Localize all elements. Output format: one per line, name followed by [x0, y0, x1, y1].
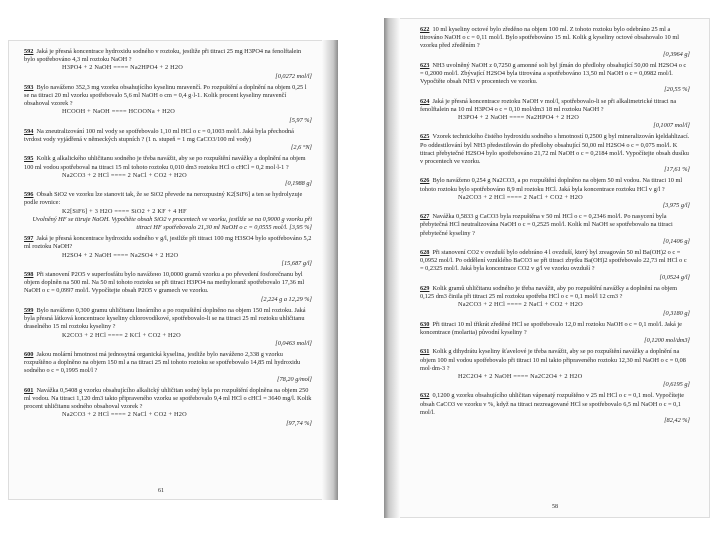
- problem: [24, 351, 312, 384]
- answer: [0,3180 g]: [663, 309, 690, 317]
- problem-text: NH3 uvolněný NaOH z 0,7250 g amonné soli byl jímán do předlohy obsahující 50,00 ml H2SO4 o c = 0,2000 mol/l. Zbývající H2SO4 byla titrována a spotřebováno 13,50 ml NaOH o c = 0,0982 mol/l. Vypočtěte obsah NH3 v procentech ve vzorku.: [420, 61, 687, 86]
- answer: Uvolněný HF se titruje NaOH. Vypočtěte obsah SiO2 v procentech ve vzorku, jestliže se na 0,9000 g vzorku při titraci HF spotřebovalo 21,30 ml NaOH o c = 0,0555 mol/l. [3,95 %]: [32, 215, 312, 232]
- answer: [2,224 g a 12,29 %]: [260, 295, 312, 303]
- problem-number: 594: [24, 127, 34, 135]
- problem-text: Při stanovení P2O5 v superfosfátu bylo navážено 10,0000 gramů vzorku a po převedení fosforečnanu byl objem doplněn na 500 ml. Na 50 ml tohoto roztoku se při titraci H3PO4 na methyloranž spotřebovalo 17,36 ml NaOH o c = 0,0997 mol/l. Vypočítejte obsah P2O5 v gramech ve vzorku.: [24, 271, 305, 295]
- answer: [0,1007 mol/l]: [653, 122, 690, 130]
- problem: [420, 321, 690, 346]
- problem-text: Kolik g alkalického uhličitanu sodného je třeba navážit, aby se po rozpuštění navážky a doplnění na objem 100 ml vodou spotřeboval na titraci 15 ml tohoto roztoku 0,010 dm3 roztoku HCl o cHCl = 0,2 mol·l-1 ?: [24, 155, 306, 171]
- problem-number: 630: [420, 320, 430, 328]
- problem: [24, 235, 312, 268]
- problem-number: 601: [24, 386, 34, 394]
- problem-text: Navážka 0,5408 g vzorku obsahujícího alkalický uhličitan sodný byla po rozpuštění doplněna na objem 250 ml vodou. Na titraci 1,120 dm3 takto připraveného vzorku se spotřebovalo 9,4 ml HCl o cHCl = 3640 mg/l. Kolik procent uhličitanu sodného obsahoval vzorek ?: [24, 386, 312, 411]
- problem-number: 624: [420, 97, 430, 105]
- problem: [420, 213, 690, 246]
- problem-text: Kolik gramů uhličitanu sodného je třeba navážit, aby po rozpuštění navážky a doplnění na objem 0,125 dm3 činila při titraci 25 ml roztoku spotřeba HCl o c = 0,1 mol/l 12 cm3 ?: [420, 284, 678, 301]
- problem: [24, 128, 312, 153]
- problem: [24, 84, 312, 125]
- problem: [24, 48, 312, 81]
- problem: [420, 348, 690, 389]
- problem-text: Při titraci 10 ml třikrát zředěné HCl se spotřebovalo 12,0 ml roztoku NaOH o c = 0,1 mol/l. Jaká je koncentrace (molarita) původní kyseliny ?: [420, 320, 682, 336]
- answer: [0,1200 mol/dm3]: [644, 337, 690, 345]
- problem-number: 596: [24, 191, 34, 199]
- problem-number: 623: [420, 61, 430, 69]
- problem-text: Bylo naváženo 0,254 g Na2CO3, a po rozpuštění doplněno na objem 50 ml vodou. Na titraci 10 ml tohoto roztoku bylo spotřebováno 8,9 ml roztoku HCl. Jaká byla koncentrace roztoku HCl v g/l ?: [420, 177, 683, 193]
- problem-text: Na zneutralizování 100 ml vody se spotřebovalo 1,10 ml HCl o c = 0,1003 mol/l. Jaká byla přechodná tvrdost vody vyjádřená v německých stupních ? (1 n. stupeň = 1 mg CaCO3/100 ml vody): [24, 127, 294, 144]
- right-page: [384, 18, 710, 518]
- problem-text: Bylo naváženo 352,3 mg vzorku obsahujícího kyselinu mravenčí. Po rozpuštění a doplnění na objem 0,25 l se na titraci 20 ml vzorku spotřebovalo 5,6 ml NaOH o cm = 0,4 g·l-1. Kolik procent kyseliny mravenčí obsahoval vzorek ?: [24, 83, 307, 108]
- reaction-equation: Na2CO3 + 2 HCl ==== 2 NaCl + CO2 + H2O: [62, 171, 187, 179]
- problem-text: Jaká je přesná koncentrace roztoku NaOH v mol/l, spotřebovalo-li se při alkalimetrické titraci na fenolftalein na 10 ml H3PO4 o c = 0,10 mol/dm3 18 ml roztoku NaOH ?: [420, 97, 677, 113]
- problem: [24, 271, 312, 304]
- problem-number: 632: [420, 392, 430, 400]
- problem-number: 598: [24, 271, 34, 279]
- reaction-equation: K2[SiF6] + 3 H2O ==== SiO2 + 2 KF + 4 HF: [62, 207, 187, 215]
- problem: [420, 26, 690, 59]
- problem-number: 631: [420, 348, 430, 356]
- reaction-equation: Na2CO3 + 2 HCl ==== 2 NaCl + CO2 + H2O: [458, 193, 583, 201]
- reaction-equation: Na2CO3 + 2 HCl ==== 2 NaCl + CO2 + H2O: [458, 301, 583, 309]
- problem-text: Jaká je přesná koncentrace hydroxidu sodného v g/l, jestliže při titraci 100 mg H3SO4 bylo spotřebováno 5,2 ml roztoku NaOH?: [24, 235, 312, 251]
- answer: [0,0463 mol/l]: [275, 339, 312, 347]
- problem: [24, 191, 312, 232]
- book-gutter-shadow: [322, 40, 338, 500]
- problem-number: 592: [24, 48, 34, 55]
- problem-number: 595: [24, 155, 34, 163]
- answer: [17,61 %]: [664, 166, 690, 174]
- problem-number: 625: [420, 133, 430, 141]
- answer: [2,6 °N]: [290, 144, 312, 152]
- reaction-equation: Na2CO3 + 2 HCl ==== 2 NaCl + CO2 + H2O: [62, 411, 187, 419]
- problem: [24, 155, 312, 188]
- problem-list: [420, 26, 690, 428]
- answer: [20,55 %]: [664, 86, 690, 94]
- reaction-equation: HCOOH + NaOH ==== HCOONa + H2O: [62, 108, 176, 116]
- problem-text: Jaká je přesná koncentrace hydroxidu sodného v roztoku, jestliže při titraci 25 mg H3PO4 na fenolftalein bylo spotřebováno 4,3 ml roztoku NaOH ?: [24, 48, 302, 64]
- problem: [420, 249, 690, 282]
- problem: [24, 387, 312, 428]
- answer: [78,20 g/mol]: [277, 375, 312, 383]
- problem-number: 593: [24, 83, 34, 91]
- problem-number: 627: [420, 213, 430, 221]
- problem-text: Bylo naváženo 0,300 gramu uhličitanu lineárního a po rozpuštění doplněno na objem 150 ml roztoku. Jaká byla přesná látková koncentrace kyseliny chlorovodíkové, spotřebovalo-li se na titraci 25 ml roztoku uhličitanu draselného 15 ml roztoku kyseliny ?: [24, 306, 306, 331]
- page-number: 61: [158, 488, 164, 494]
- problem-text: 10 ml kyseliny octové bylo zředěno na objem 100 ml. Z tohoto roztoku bylo odebráno 25 ml a titrováno NaOH o c = 0,11 mol/l. Bylo spotřebováno 15 ml. Kolik g kyseliny octové obsahovalo 10 ml vzorku před zředěním ?: [420, 26, 680, 50]
- answer: [0,1406 g]: [663, 237, 690, 245]
- answer: [0,0272 mol/l]: [275, 72, 312, 80]
- problem-number: 628: [420, 249, 430, 257]
- problem: [24, 307, 312, 348]
- answer: [5,97 %]: [289, 116, 312, 124]
- problem-number: 597: [24, 235, 34, 243]
- left-page: [8, 40, 338, 500]
- problem-text: Kolik g dihydrátu kyseliny šťavelové je třeba navážit, aby se po rozpuštění navážky a doplnění na objem 100 ml vodou spotřebovalo při titraci 10 ml takto připraveného roztoku 12,30 ml NaOH o c = 0,08 mol·dm-3 ?: [420, 348, 686, 372]
- reaction-equation: H3PO4 + 2 NaOH ==== Na2HPO4 + 2 H2O: [62, 64, 184, 72]
- problem: [420, 392, 690, 425]
- problem: [420, 177, 690, 210]
- book-gutter-shadow: [384, 18, 400, 518]
- reaction-equation: H2SO4 + 2 NaOH ==== Na2SO4 + 2 H2O: [62, 251, 179, 259]
- problem-number: 622: [420, 26, 430, 33]
- problem: [420, 133, 690, 174]
- answer: [3,975 g/l]: [662, 202, 690, 210]
- problem-number: 600: [24, 350, 34, 358]
- reaction-equation: H3PO4 + 2 NaOH ==== Na2HPO4 + 2 H2O: [458, 114, 580, 122]
- answer: [0,0524 g/l]: [659, 273, 690, 281]
- problem: [420, 62, 690, 95]
- problem-number: 599: [24, 306, 34, 314]
- answer: [0,3964 g]: [663, 50, 690, 58]
- problem-text: Při stanovení CO2 v ovzduší bylo odebráno 4 l ovzduší, který byl zreagován 50 ml Ba(OH)2 o c = 0,0952 mol/l. Po oddělení vzniklého BaCO3 se při titraci zbytku Ba(OH)2 spotřebovalo 22,73 ml HCl o c = 0,2325 mol/l. Jaká byla koncentrace CO2 v g/l ve vzorku ovzduší ?: [420, 249, 687, 273]
- answer: [82,42 %]: [664, 416, 690, 424]
- reaction-equation: K2CO3 + 2 HCl ==== 2 KCl + CO2 + H2O: [62, 331, 181, 339]
- problem-number: 626: [420, 177, 430, 185]
- answer: [0,1988 g]: [285, 180, 312, 188]
- problem-text: 0,1200 g vzorku obsahujícího uhličitan vápenatý rozpuštěno v 25 ml HCl o c = 0,1 mol. Vypočítejte obsah CaCO3 ve vzorku v %, když na titraci nezreagované HCl se spotřebovalo 6,5 ml NaOH o c = 0,1 mol/l.: [420, 392, 685, 416]
- answer: [0,6195 g]: [663, 381, 690, 389]
- answer: [15,687 g/l]: [281, 259, 312, 267]
- answer: [97,74 %]: [286, 419, 312, 427]
- problem-text: Navážka 0,5833 g CaCO3 byla rozpuštěna v 50 ml HCl o c = 0,2346 mol/l. Po nasycení byla přebytečná HCl neutralizována NaOH o c = 0,2525 mol/l. Kolik ml NaOH se spotřebovalo na titraci přebytečné kyseliny ?: [420, 213, 673, 237]
- problem: [420, 98, 690, 131]
- problem-list: [24, 48, 312, 431]
- problem-text: Vzorek technického čistého hydroxidu sodného s hmotností 0,2500 g byl mineralizován kjeldahlizací. Po oddestilování byl NH3 předestilován do předlohy obsahující 50,00 ml H2SO4 o c = 0,075 mol/l. K titraci přebytečné H2SO4 bylo spotřebováno 21,72 ml NaOH o c = 0,2184 mol/l. Vypočítejte obsah dusíku v procentech ve vzorku.: [420, 133, 690, 166]
- problem-number: 629: [420, 284, 430, 292]
- problem-text: Obsah SiO2 ve vzorku lze stanovit tak, že se SiO2 převede na nerozpustný K2[SiF6] a ten se hydrolyzuje podle rovnice:: [24, 191, 303, 207]
- problem: [420, 285, 690, 318]
- problem-text: Jakou molární hmotnost má jednosytná organická kyselina, jestliže bylo naváženo 2,338 g vzorku rozpuštěno a doplněno na objem 150 ml a na titraci 25 ml tohoto roztoku se spotřebovalo 14,85 ml hydroxidu sodného o c = 0,1995 mol/l ?: [24, 350, 301, 375]
- reaction-equation: H2C2O4 + 2 NaOH ==== Na2C2O4 + 2 H2O: [458, 372, 583, 380]
- page-number: 58: [552, 504, 558, 510]
